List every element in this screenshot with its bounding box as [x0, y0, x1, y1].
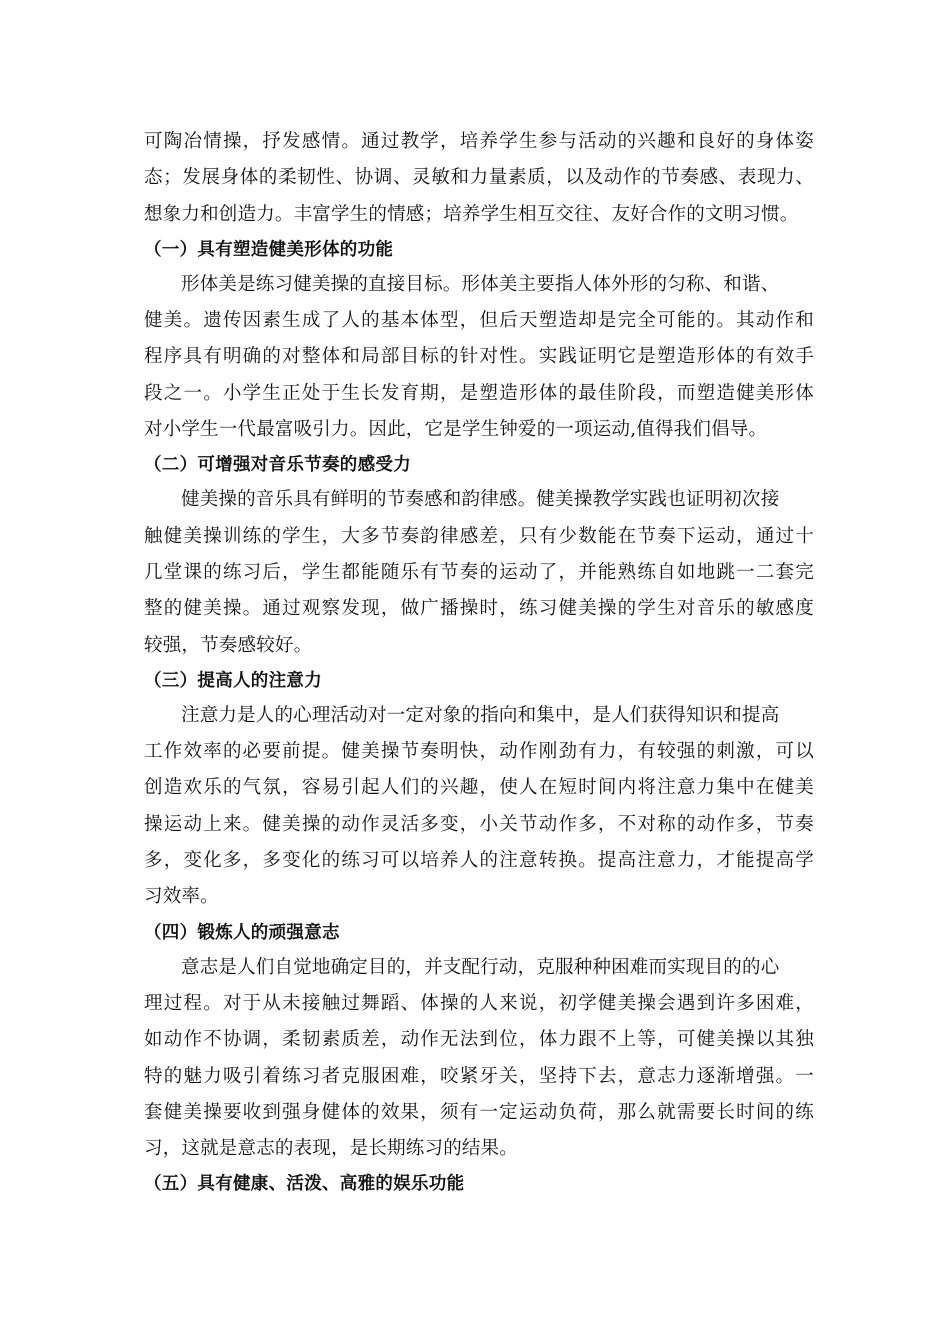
document-body	[144, 124, 814, 1201]
paragraph-line: 工作效率的必要前提。健美操节奏明快，动作刚劲有力，有较强的刺激，可以	[144, 741, 814, 763]
section-4	[144, 916, 814, 1168]
paragraph-line: 想象力和创造力。丰富学生的情感；培养学生相互交往、友好合作的文明习惯。	[144, 203, 799, 225]
intro-paragraph	[144, 124, 814, 233]
paragraph-line: 态；发展身体的柔韧性、协调、灵敏和力量素质，以及动作的节奏感、表现力、	[144, 167, 814, 189]
paragraph-line: 注意力是人的心理活动对一定对象的指向和集中，是人们获得知识和提高	[181, 704, 780, 726]
section-1	[144, 233, 814, 448]
paragraph-line: 如动作不协调，柔韧素质差，动作无法到位，体力跟不上等，可健美操以其独	[144, 1029, 814, 1051]
paragraph-line: 习，这就是意志的表现，是长期练习的结果。	[144, 1138, 519, 1160]
paragraph-line: 段之一。小学生正处于生长发育期，是塑造形体的最佳阶段，而塑造健美形体	[144, 382, 814, 404]
paragraph-line: 触健美操训练的学生，大多节奏韵律感差，只有少数能在节奏下运动，通过十	[144, 525, 814, 547]
paragraph-line: 特的魅力吸引着练习者克服困难，咬紧牙关，坚持下去，意志力逐渐增强。一	[144, 1065, 814, 1087]
paragraph-line: 整的健美操。通过观察发现，做广播操时，练习健美操的学生对音乐的敏感度	[144, 598, 814, 620]
paragraph-line: 几堂课的练习后，学生都能随乐有节奏的运动了，并能熟练自如地跳一二套完	[144, 561, 814, 583]
paragraph-line: 较强，节奏感较好。	[144, 634, 313, 656]
paragraph-line: 程序具有明确的对整体和局部目标的针对性。实践证明它是塑造形体的有效手	[144, 346, 814, 368]
section-3	[144, 664, 814, 916]
paragraph-line: 多，变化多，多变化的练习可以培养人的注意转换。提高注意力，才能提高学	[144, 850, 814, 872]
paragraph-line: 意志是人们自觉地确定目的，并支配行动，克服种种困难而实现目的的心	[181, 956, 780, 978]
section-heading: （五）具有健康、活泼、高雅的娱乐功能	[144, 1174, 465, 1195]
paragraph-line: 健美操的音乐具有鲜明的节奏感和韵律感。健美操教学实践也证明初次接	[181, 489, 780, 511]
paragraph-line: 操运动上来。健美操的动作灵活多变，小关节动作多，不对称的动作多，节奏	[144, 813, 814, 835]
paragraph-line: 形体美是练习健美操的直接目标。形体美主要指人体外形的匀称、和谐、	[181, 273, 780, 295]
section-2	[144, 448, 814, 663]
paragraph-line: 健美。遗传因素生成了人的基本体型，但后天塑造却是完全可能的。其动作和	[144, 310, 814, 332]
section-heading: （四）锻炼人的顽强意志	[144, 922, 340, 943]
paragraph-line: 对小学生一代最富吸引力。因此，它是学生钟爱的一项运动,值得我们倡导。	[144, 419, 768, 441]
section-heading: （三）提高人的注意力	[144, 670, 322, 691]
section-5	[144, 1167, 814, 1201]
paragraph-line: 创造欢乐的气氛，容易引起人们的兴趣，使人在短时间内将注意力集中在健美	[144, 777, 814, 799]
paragraph-line: 理过程。对于从未接触过舞蹈、体操的人来说，初学健美操会遇到许多困难，	[144, 992, 814, 1014]
paragraph-line: 可陶冶情操，抒发感情。通过教学，培养学生参与活动的兴趣和良好的身体姿	[144, 131, 814, 152]
section-heading: （二）可增强对音乐节奏的感受力	[144, 455, 411, 476]
paragraph-line: 套健美操要收到强身健体的效果，须有一定运动负荷，那么就需要长时间的练	[144, 1101, 814, 1123]
section-heading: （一）具有塑造健美形体的功能	[144, 239, 394, 260]
paragraph-line: 习效率。	[144, 886, 219, 908]
